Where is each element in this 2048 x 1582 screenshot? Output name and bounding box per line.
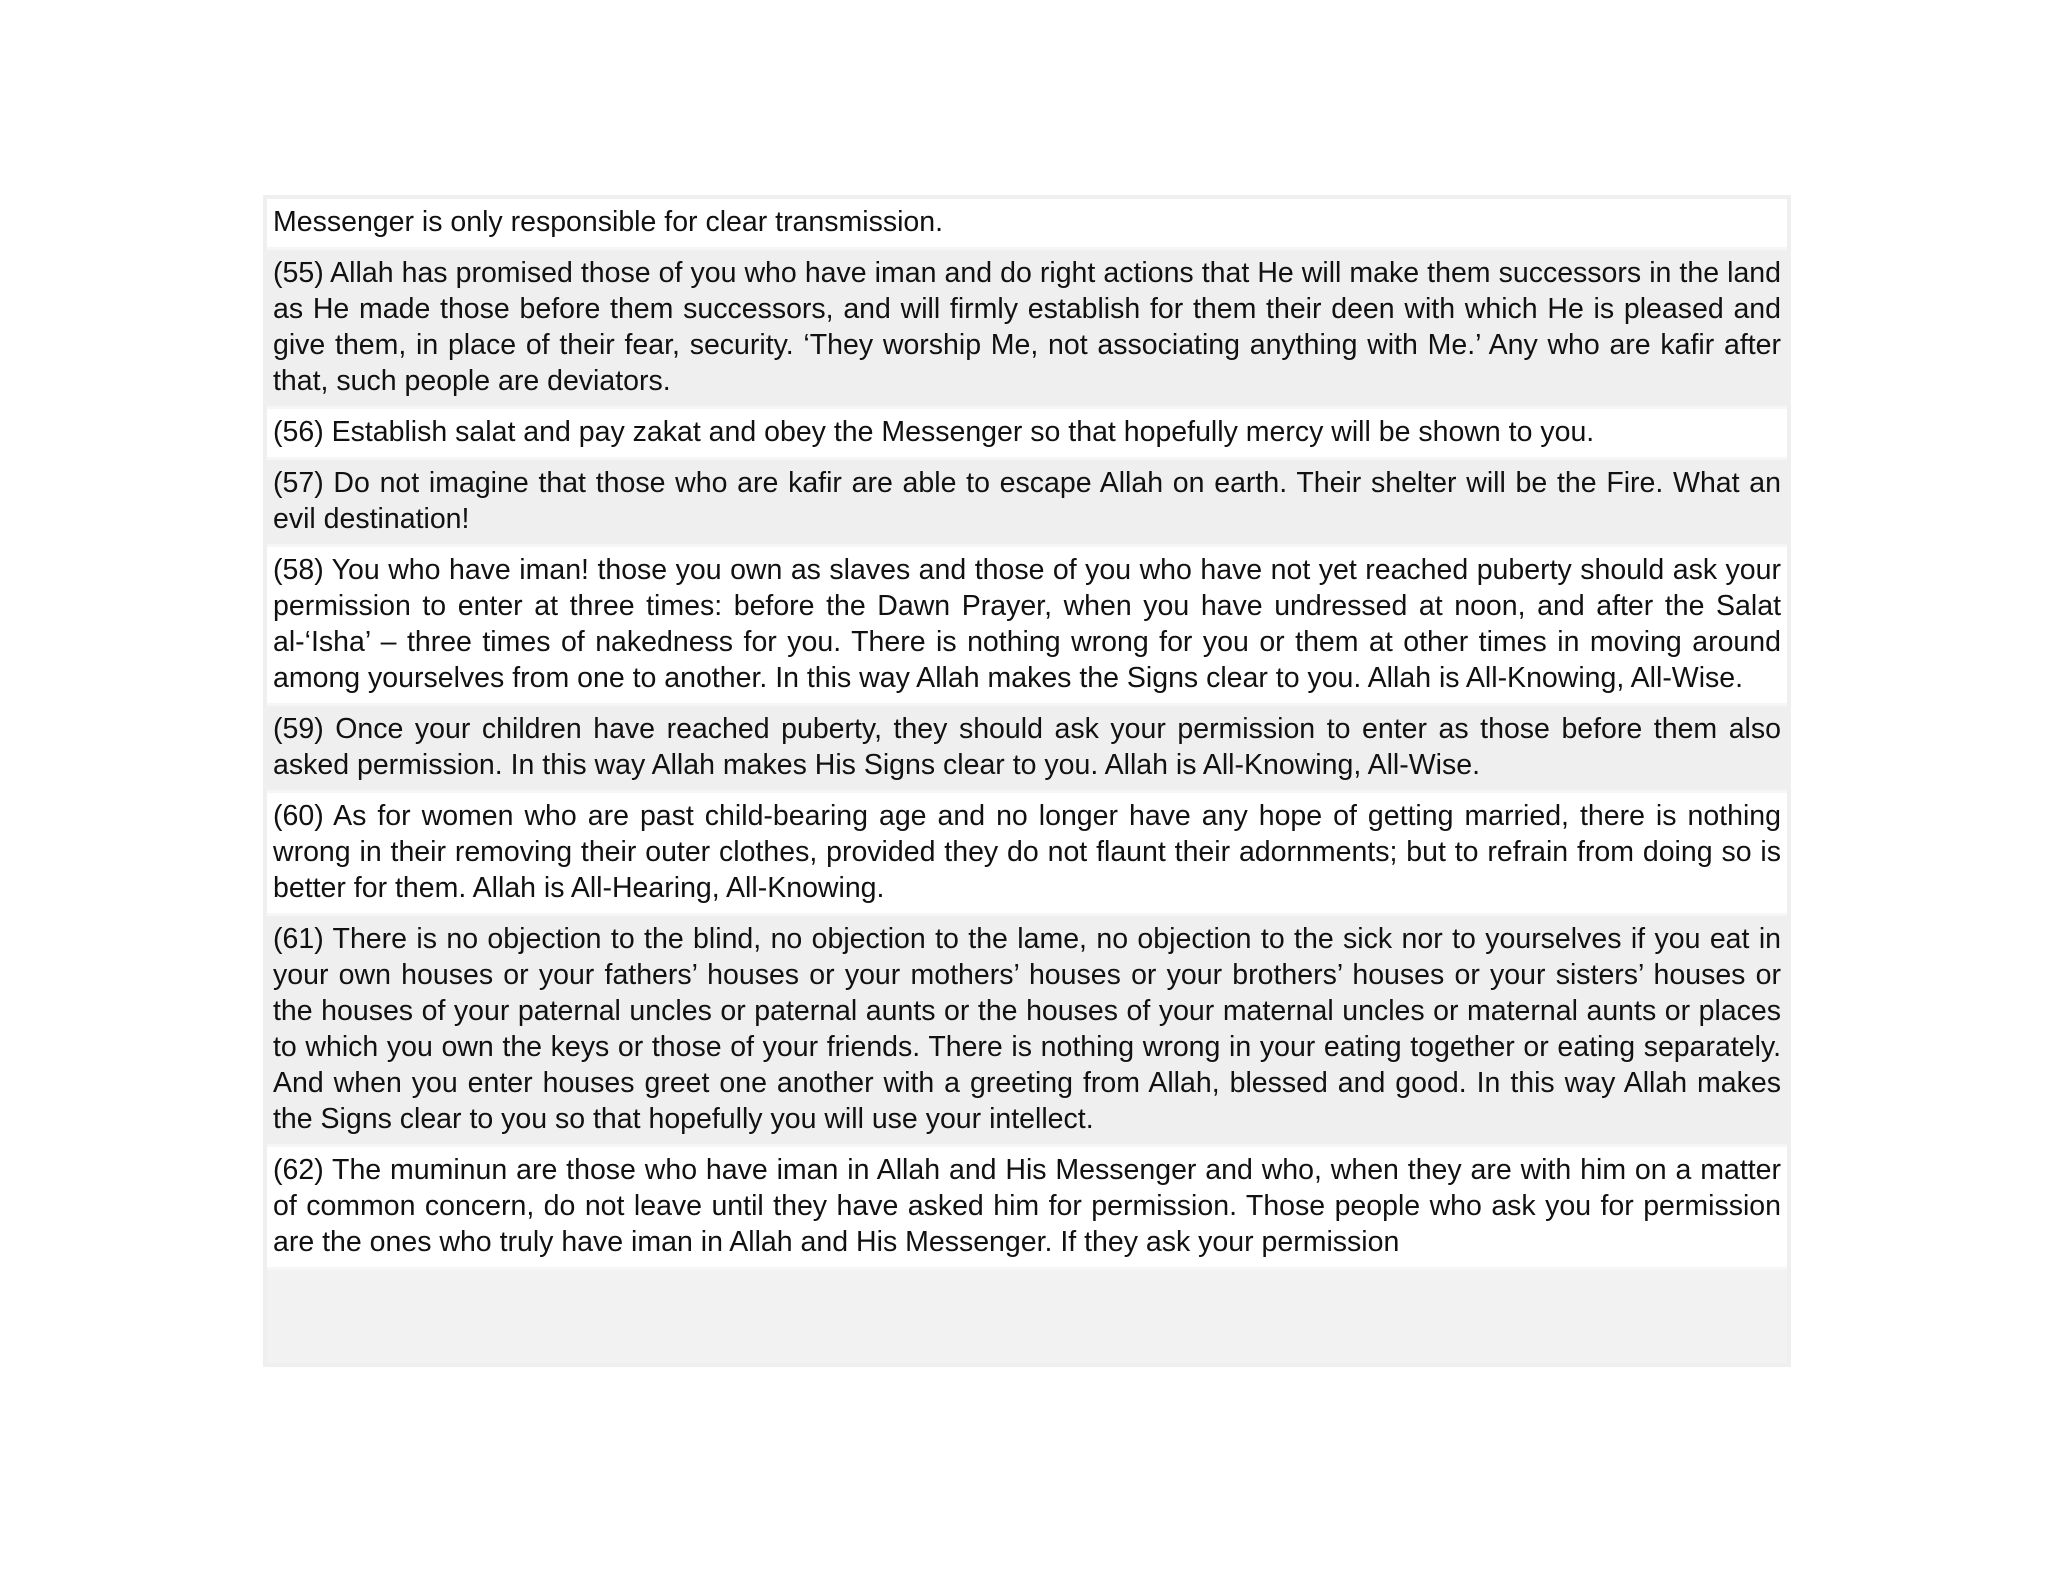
verse-57: (57) Do not imagine that those who are kafir are able to escape Allah on earth. Their shelter will be the Fire. What an evil destination! (267, 460, 1787, 547)
verse-59: (59) Once your children have reached puberty, they should ask your permission to enter as those before them also asked permission. In this way Allah makes His Signs clear to you. Allah is All-Knowing, All-Wise. (267, 706, 1787, 793)
verse-56: (56) Establish salat and pay zakat and obey the Messenger so that hopefully mercy will be shown to you. (267, 409, 1787, 460)
verse-60: (60) As for women who are past child-bearing age and no longer have any hope of getting married, there is nothing wrong in their removing their outer clothes, provided they do not flaunt their adornments; but to refrain from doing so is better for them. Allah is All-Hearing, All-Knowing. (267, 793, 1787, 916)
verse-58: (58) You who have iman! those you own as slaves and those of you who have not yet reached puberty should ask your permission to enter at three times: before the Dawn Prayer, when you have undressed at noon, and after the Salat al-‘Isha’ – three times of nakedness for you. There is nothing wrong for you or them at other times in moving around among yourselves from one to another. In this way Allah makes the Signs clear to you. Allah is All-Knowing, All-Wise. (267, 547, 1787, 706)
verse-55: (55) Allah has promised those of you who have iman and do right actions that He will make them successors in the land as He made those before them successors, and will firmly establish for them their deen with which He is pleased and give them, in place of their fear, security. ‘They worship Me, not associating anything with Me.’ Any who are kafir after that, such people are deviators. (267, 250, 1787, 409)
verse-continuation: Messenger is only responsible for clear transmission. (267, 199, 1787, 250)
verse-61: (61) There is no objection to the blind, no objection to the lame, no objection to the sick nor to yourselves if you eat in your own houses or your fathers’ houses or your mothers’ houses or your brothers’ houses or your sisters’ houses or the houses of your paternal uncles or paternal aunts or the houses of your maternal uncles or maternal aunts or places to which you own the keys or those of your friends. There is nothing wrong in your eating together or eating separately. And when you enter houses greet one another with a greeting from Allah, blessed and good. In this way Allah makes the Signs clear to you so that hopefully you will use your intellect. (267, 916, 1787, 1147)
verse-62: (62) The muminun are those who have iman in Allah and His Messenger and who, when they are with him on a matter of common concern, do not leave until they have asked him for permission. Those people who ask you for permission are the ones who truly have iman in Allah and His Messenger. If they ask your permission (267, 1147, 1787, 1270)
verse-list (267, 199, 1787, 1270)
document-page-frame (263, 195, 1791, 1367)
